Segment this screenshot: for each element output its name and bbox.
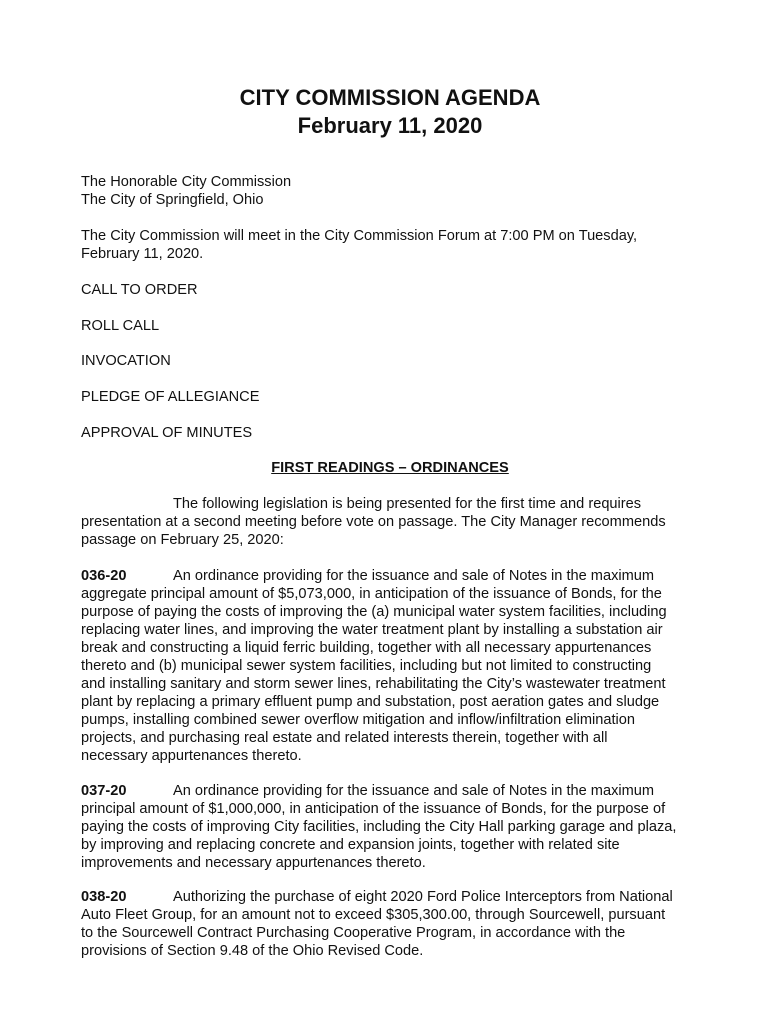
intro-line: The City Commission will meet in the City Commission Forum at 7:00 PM on Tuesday, bbox=[81, 228, 638, 244]
ordinance-number: 036-20 bbox=[81, 568, 127, 584]
address-line: The City of Springfield, Ohio bbox=[81, 192, 264, 208]
ordinance-number: 038-20 bbox=[81, 889, 127, 905]
ordinance-037-20: 037-20 An ordinance providing for the issuance and sale of Notes in the maximum principal amount of $1,000,000, in anticipation of the issuance of Bonds, for the purpose of paying the costs of improving City facilities, including the City Hall parking garage and plaza, by improving and replacing concrete and expansion joints, together with related site improvements and necessary appurtenances thereto. bbox=[81, 783, 677, 871]
intro-line: February 11, 2020. bbox=[81, 246, 204, 262]
document-title: CITY COMMISSION AGENDA bbox=[239, 85, 541, 110]
section-heading: FIRST READINGS – ORDINANCES bbox=[271, 460, 509, 476]
agenda-item-call-to-order: CALL TO ORDER bbox=[81, 282, 198, 298]
ordinance-number: 037-20 bbox=[81, 783, 127, 799]
agenda-item-pledge: PLEDGE OF ALLEGIANCE bbox=[81, 389, 260, 405]
agenda-item-invocation: INVOCATION bbox=[81, 353, 171, 369]
agenda-item-roll-call: ROLL CALL bbox=[81, 318, 160, 334]
ordinance-036-20: 036-20 An ordinance providing for the issuance and sale of Notes in the maximum aggregate principal amount of $5,073,000, in anticipation of the issuance of Bonds, for the purpose of paying the costs of improving the (a) municipal water system facilities, including replacing water lines, and improving the water treatment plant by installing a substation air break and constructing a liquid ferric building, together with all necessary appurtenances thereto and (b) municipal sewer system facilities, including but not limited to constructing and installing sanitary and storm sewer lines, rehabilitating the City’s wastewater treatment plant by replacing a primary effluent pump and substation, post aeration gates and sludge pumps, installing combined sewer overflow mitigation and inflow/infiltration elimination projects, and purchasing real estate and related interests therein, together with all necessary appurtenances thereto. bbox=[81, 568, 667, 764]
address-line: The Honorable City Commission bbox=[81, 174, 292, 190]
document-date: February 11, 2020 bbox=[297, 113, 483, 138]
agenda-item-approval-minutes: APPROVAL OF MINUTES bbox=[81, 425, 253, 441]
meeting-intro bbox=[81, 227, 701, 263]
address-block bbox=[81, 173, 701, 209]
section-intro: The following legislation is being presented for the first time and requires presentation at a second meeting before vote on passage. The City Manager recommends passage on February 25, 2020: bbox=[81, 496, 666, 548]
ordinance-038-20: 038-20 Authorizing the purchase of eight 2020 Ford Police Interceptors from National Auto Fleet Group, for an amount not to exceed $305,300.00, through Sourcewell, pursuant to the Sourcewell Contract Purchasing Cooperative Program, in accordance with the provisions of Section 9.48 of the Ohio Revised Code. bbox=[81, 889, 673, 959]
